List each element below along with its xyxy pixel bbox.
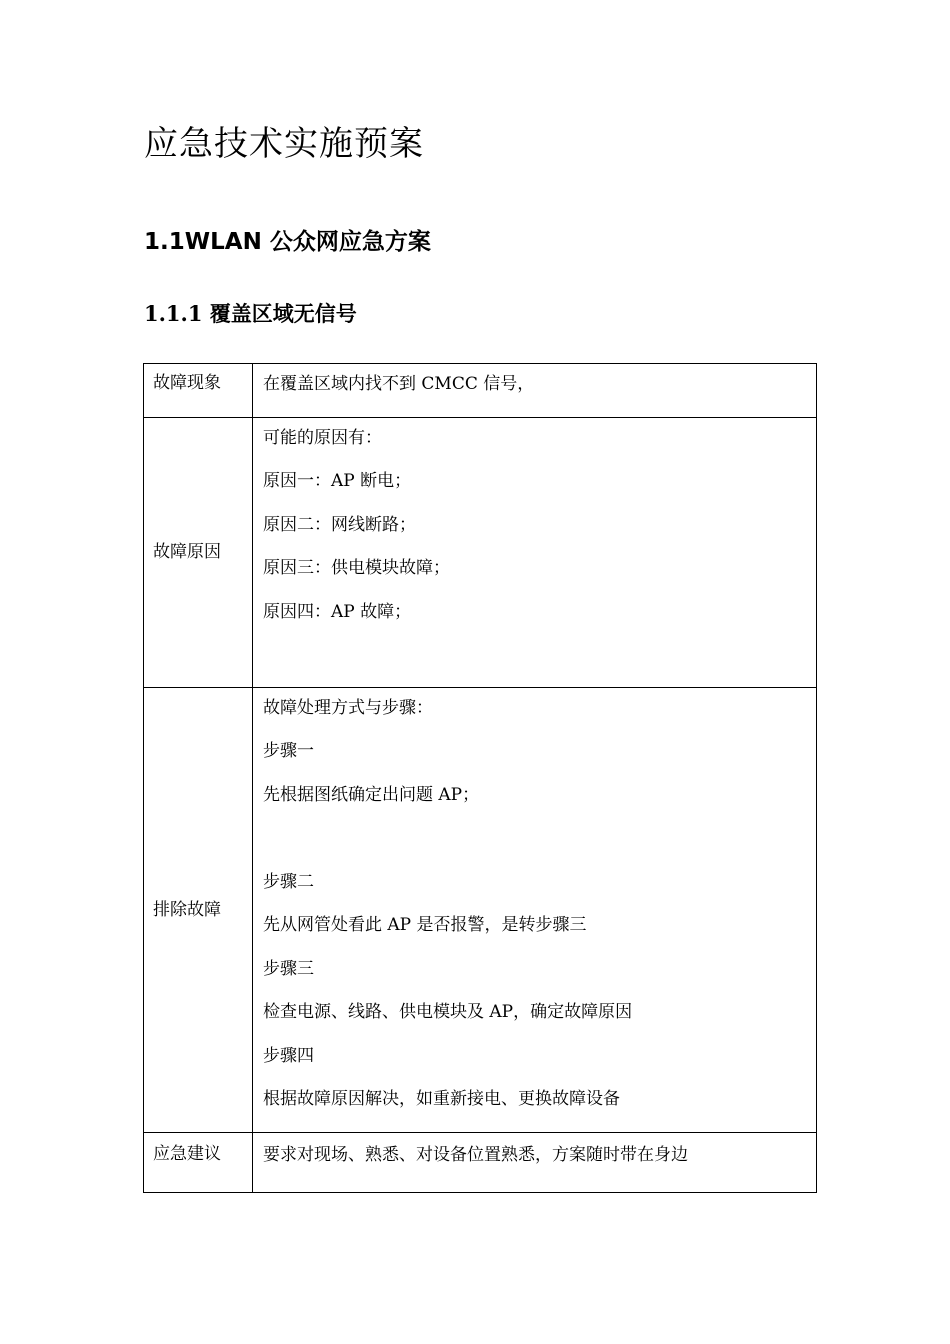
content-line: 原因三：供电模块故障； — [263, 558, 450, 578]
content-line: 步骤四 — [263, 1045, 314, 1066]
table-row-suggestion — [144, 1132, 817, 1192]
content-line: 原因一：AP 断电； — [263, 471, 412, 491]
row-content — [253, 417, 817, 687]
content-line: 可能的原因有： — [263, 427, 382, 448]
section-heading: 1.1WLAN 公众网应急方案 — [144, 229, 431, 255]
content-line: 步骤二 — [263, 871, 314, 892]
content-line: 原因二：网线断路； — [263, 514, 416, 535]
page-title: 应急技术实施预案 — [144, 124, 424, 164]
table-row-symptom — [144, 364, 817, 418]
row-label-text: 故障现象 — [153, 373, 221, 393]
row-label — [144, 417, 253, 687]
content-line — [263, 827, 810, 871]
row-label — [144, 364, 253, 418]
content-line: 先从网管处看此 AP 是否报警，是转步骤三 — [263, 915, 587, 935]
content-line: 步骤一 — [263, 741, 314, 761]
content-line: 先根据图纸确定出问题 AP； — [263, 784, 480, 805]
content-line: 原因四：AP 故障； — [263, 601, 412, 622]
content-line: 故障处理方式与步骤： — [263, 697, 433, 718]
content-line: 检查电源、线路、供电模块及 AP，确定故障原因 — [263, 1002, 633, 1022]
row-content — [253, 364, 817, 418]
row-content — [253, 687, 817, 1132]
content-line: 步骤三 — [263, 958, 314, 979]
row-label — [144, 687, 253, 1132]
row-label-text: 应急建议 — [153, 1143, 221, 1164]
subsection-heading: 1.1.1 覆盖区域无信号 — [144, 301, 357, 326]
table-row-cause — [144, 417, 817, 687]
row-label — [144, 1132, 253, 1192]
content-line: 在覆盖区域内找不到 CMCC 信号， — [263, 374, 535, 394]
table-row-troubleshoot — [144, 687, 817, 1132]
row-content — [253, 1132, 817, 1192]
row-label-text: 故障原因 — [153, 542, 221, 562]
content-line: 根据故障原因解决，如重新接电、更换故障设备 — [263, 1089, 620, 1109]
content-line: 要求对现场、熟悉、对设备位置熟悉，方案随时带在身边 — [263, 1144, 688, 1165]
row-label-text: 排除故障 — [153, 899, 221, 920]
fault-table — [143, 363, 817, 1193]
